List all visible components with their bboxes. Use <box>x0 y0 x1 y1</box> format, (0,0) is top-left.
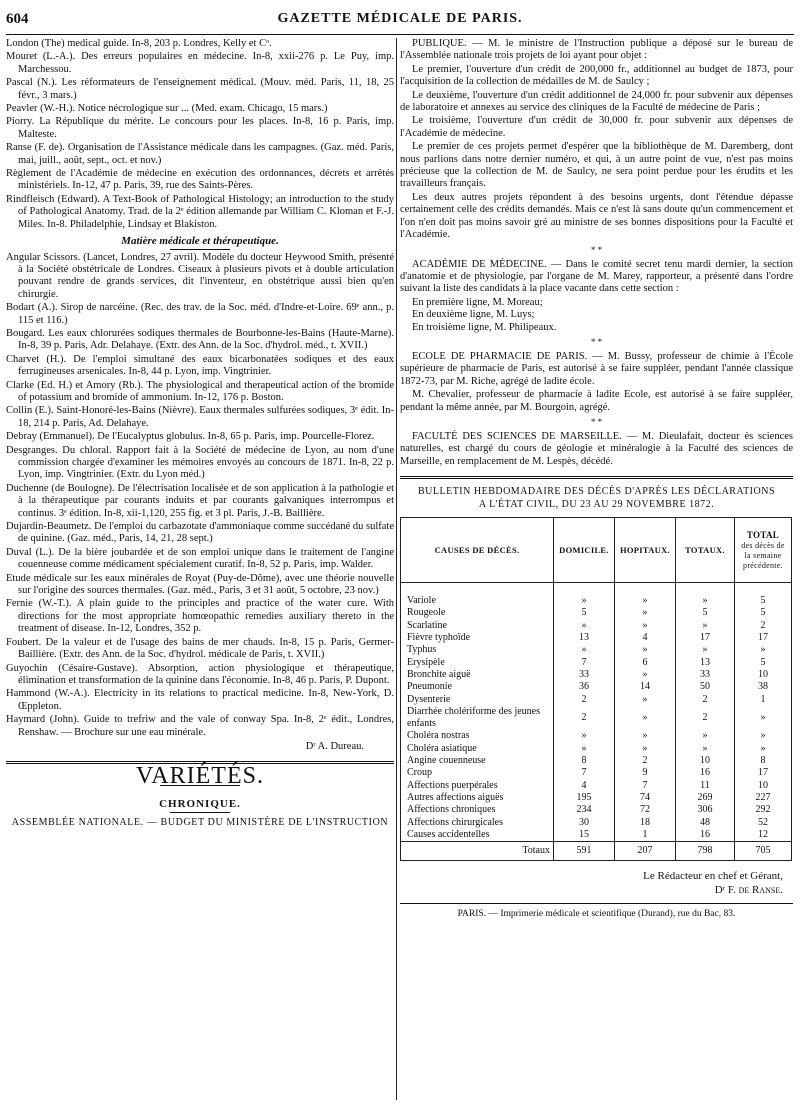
count-cell: 269 <box>676 792 735 804</box>
count-cell: 6 <box>615 657 676 669</box>
count-cell: » <box>554 620 615 632</box>
count-cell: 48 <box>676 817 735 829</box>
separator-stars: * * <box>590 336 603 347</box>
count-cell: 11 <box>676 780 735 792</box>
count-cell: » <box>735 743 792 755</box>
table-body <box>401 583 792 861</box>
cause-cell: Typhus <box>401 644 554 656</box>
count-cell: 4 <box>554 780 615 792</box>
footer-rule <box>400 903 793 904</box>
separator-stars: * * <box>590 244 603 255</box>
count-cell: » <box>615 607 676 619</box>
count-cell: » <box>735 706 792 731</box>
count-cell: 18 <box>615 817 676 829</box>
count-cell: 16 <box>676 767 735 779</box>
count-cell: » <box>554 583 615 608</box>
count-cell: » <box>615 669 676 681</box>
bibliography-entry: Ranse (F. de). Organisation de l'Assistance médicale dans les campagnes. (Gaz. méd. Paris, mai, juill., août, sept., oct. et nov.) <box>6 142 394 166</box>
assemblee-line: ASSEMBLÉE NATIONALE. — BUDGET DU MINISTÈRE DE L'INSTRUCTION <box>11 817 389 829</box>
column-header: CAUSES DE DÉCÈS. <box>401 518 554 583</box>
bibliography-entry: Dujardin-Beaumetz. De l'emploi du carbazotate d'ammoniaque comme succédané du sulfate de quinine. (Gaz. méd., Paris, 14, 21, 28 sept.) <box>6 521 394 545</box>
count-cell: 72 <box>615 804 676 816</box>
count-cell: 2 <box>554 706 615 731</box>
column-divider <box>396 38 397 1100</box>
count-cell: 15 <box>554 829 615 842</box>
cause-cell: Rougeole <box>401 607 554 619</box>
count-cell: 50 <box>676 681 735 693</box>
academie-text: ACADÉMIE DE MÉDECINE. — Dans le comité secret tenu mardi dernier, la section d'anatomie et de physiologie, par l'organe de M. Marey, rapporteur, a présenté dans l'ordre suivant la liste des candidats à la place vacante dans cette section : <box>400 258 793 295</box>
count-cell: 195 <box>554 792 615 804</box>
count-cell: 10 <box>735 780 792 792</box>
table-row <box>401 755 792 767</box>
cause-cell: Causes accidentelles <box>401 829 554 842</box>
count-cell: 7 <box>554 657 615 669</box>
table-row <box>401 792 792 804</box>
cause-cell: Affections chirurgicales <box>401 817 554 829</box>
table-row <box>401 780 792 792</box>
bibliography-entry: Peavler (W.-H.). Notice nécrologique sur ... (Med. exam. Chicago, 15 mars.) <box>6 103 328 115</box>
bibliography-entry: Duchenne (de Boulogne). De l'électrisation localisée et de son application à la pathologie et à la thérapeutique par courants induits et par courants galvaniques interrompus et continus. 3ᵉ édition. In-8, xii-1,120, 255 fig. et 3 pl. Paris, J.-B. Baillière. <box>6 482 394 519</box>
count-cell: 306 <box>676 804 735 816</box>
bibliography-entry: Collin (E.). Saint-Honoré-les-Bains (Nièvre). Eaux thermales sulfurées sodiques, 3ᵉ édit. In-18, 214 p. Paris, Ad. Delahaye. <box>6 405 394 429</box>
bibliography-entry: Hammond (W.-A.). Electricity in its relations to practical medicine. In-8, New-York, D. Œppleton. <box>6 688 394 712</box>
table-row <box>401 669 792 681</box>
count-cell: 17 <box>676 632 735 644</box>
cause-cell: Choléra nostras <box>401 730 554 742</box>
bibliography-entry: Guyochin (Césaire-Gustave). Absorption, action physiologique et thérapeutique, élimination et transformation de la quinine dans l'économie. In-8, 46 p. Paris, P. Dupont. <box>6 662 394 686</box>
bibliography-entry: Pascal (N.). Les réformateurs de l'enseignement médical. (Mouv. méd. Paris, 11, 18, 25 févr., 3 mars.) <box>6 77 394 101</box>
imprint-line: PARIS. — Imprimerie médicale et scientifique (Durand), rue du Bac, 83. <box>457 909 736 920</box>
count-cell: 36 <box>554 681 615 693</box>
article-paragraph: M. Chevalier, professeur de pharmacie à ladite Ecole, est autorisé à se faire suppléer, pendant la même année, par M. Bourgoin, agrégé. <box>400 389 793 413</box>
table-row <box>401 644 792 656</box>
double-rule <box>400 476 793 479</box>
article-paragraph: ECOLE DE PHARMACIE DE PARIS. — M. Bussy, professeur de chimie à l'École supérieure de pharmacie de Paris, est autorisé à se faire suppléer, pendant l'année classique 1872-73, par M. Riche, agrégé de ladite école. <box>400 350 793 387</box>
count-cell: » <box>615 743 676 755</box>
count-cell: 5 <box>735 657 792 669</box>
bibliography-entry: Bodart (A.). Sirop de narcéine. (Rec. des trav. de la Soc. méd. d'Indre-et-Loire. 69ᵉ ann., p. 115 et 116.) <box>6 302 394 326</box>
table-header-row <box>401 518 792 583</box>
count-cell: » <box>735 730 792 742</box>
count-cell: 227 <box>735 792 792 804</box>
page-header <box>6 4 794 35</box>
bibliography-entry: Angular Scissors. (Lancet, Londres, 27 avril). Modèle du docteur Heywood Smith, présenté à la Société obstétricale de Londres. Ciseaux à plusieurs pivots et à double articulation pouvant rendre de grands services, dit l'inventeur, en obstétrique aussi bien qu'en chirurgie. <box>6 251 394 300</box>
cause-cell: Croup <box>401 767 554 779</box>
count-cell: 33 <box>676 669 735 681</box>
editor-title: Le Rédacteur en chef et Gérant, <box>643 870 783 883</box>
pharmacie-article <box>400 351 793 414</box>
cause-cell: Fièvre typhoïde <box>401 632 554 644</box>
count-cell: 30 <box>554 817 615 829</box>
total-cell: 798 <box>676 842 735 861</box>
count-cell: 5 <box>735 607 792 619</box>
count-cell: » <box>676 743 735 755</box>
count-cell: » <box>676 620 735 632</box>
count-cell: » <box>615 706 676 731</box>
count-cell: 10 <box>676 755 735 767</box>
total-cell: 591 <box>554 842 615 861</box>
cause-cell: Dysenterie <box>401 694 554 706</box>
bibliography-entry: Piorry. La République du mérite. Le concours pour les places. In-8, 16 p. Paris, imp. Malteste. <box>6 116 394 140</box>
bibliography-entry: Charvet (H.). De l'emploi simultané des eaux bicarbonatées sodiques et des eaux ferrugineuses arsenicales. In-8, 44 p. Lyon, imp. Vingtrinier. <box>6 353 394 378</box>
count-cell: 292 <box>735 804 792 816</box>
table-row <box>401 767 792 779</box>
count-cell: 16 <box>676 829 735 842</box>
table-row <box>401 632 792 644</box>
deaths-table <box>400 517 792 861</box>
cause-cell: Affections chroniques <box>401 804 554 816</box>
article-paragraph: PUBLIQUE. — M. le ministre de l'Instruction publique a déposé sur le bureau de l'Assemblée nationale trois projets de loi ayant pour objet : <box>400 38 793 62</box>
journal-title: GAZETTE MÉDICALE DE PARIS. <box>277 11 523 26</box>
bulletin-title-line: A L'ÉTAT CIVIL, DU 23 AU 29 NOVEMBRE 1872. <box>478 499 715 511</box>
article-paragraph: Le premier de ces projets permet d'espérer que la bibliothèque de M. Daremberg, dont nous parlions dans notre dernier numéro, et qui, à un autre point de vue, n'est pas moins précieuse que la collection de M. de Saulcy, ne sera point perdue pour les érudits et les travailleurs français. <box>400 141 793 190</box>
column-header: HOPITAUX. <box>615 518 676 583</box>
count-cell: 4 <box>615 632 676 644</box>
column-header: TOTAUX. <box>676 518 735 583</box>
chronique-heading: CHRONIQUE. <box>159 797 241 810</box>
count-cell: 14 <box>615 681 676 693</box>
count-cell: 1 <box>735 694 792 706</box>
count-cell: » <box>735 644 792 656</box>
count-cell: 9 <box>615 767 676 779</box>
right-column <box>400 38 793 921</box>
cause-cell: Angine couenneuse <box>401 755 554 767</box>
table-row <box>401 804 792 816</box>
cause-cell: Affections puerpérales <box>401 780 554 792</box>
bulletin-title <box>400 485 793 511</box>
cause-cell: Bronchite aiguë <box>401 669 554 681</box>
left-column <box>6 38 394 830</box>
count-cell: 13 <box>676 657 735 669</box>
table-row <box>401 607 792 619</box>
cause-cell: Variole <box>401 583 554 608</box>
count-cell: 52 <box>735 817 792 829</box>
count-cell: 1 <box>615 829 676 842</box>
editor-name: Dʳ F. de Ranse. <box>714 884 783 897</box>
table-row <box>401 829 792 842</box>
section-heading: Matière médicale et thérapeutique. <box>6 235 394 249</box>
count-cell: 8 <box>554 755 615 767</box>
total-header-rest: des décès de la semaine précédente. <box>741 540 785 570</box>
count-cell: » <box>554 743 615 755</box>
article-paragraph: Le deuxième, l'ouverture d'un crédit additionnel de 24,000 fr. pour subvenir aux dépenses de laboratoire et annexes au service des cliniques de la Faculté de médecine de Paris ; <box>400 89 793 114</box>
count-cell: 5 <box>554 607 615 619</box>
count-cell: » <box>615 583 676 608</box>
page-number: 604 <box>6 10 29 27</box>
count-cell: 7 <box>615 780 676 792</box>
candidate-line: En troisième ligne, M. Philipeaux. <box>412 321 557 333</box>
count-cell: 2 <box>676 706 735 731</box>
budget-article <box>400 38 793 242</box>
count-cell: » <box>554 644 615 656</box>
bibliography-entry: Duval (L.). De la bière joubardée et de son emploi unique dans le traitement de l'angine couenneuse comme médicament spécialement curatif. In-8, 52 p. Paris, imp. Walder. <box>6 546 394 571</box>
bibliography-entry: Etude médicale sur les eaux minérales de Royat (Puy-de-Dôme), avec une théorie nouvelle sur l'origine des sources thermales. (Gaz. méd., Paris, 3 et 31 août, 5 octobre, 23 nov.) <box>6 572 394 597</box>
count-cell: 7 <box>554 767 615 779</box>
table-row <box>401 657 792 669</box>
totals-label: Totaux <box>401 842 554 861</box>
count-cell: 17 <box>735 632 792 644</box>
table-row <box>401 730 792 742</box>
cause-cell: Autres affections aiguës <box>401 792 554 804</box>
candidate-line: En première ligne, M. Moreau; <box>412 296 543 308</box>
bibliography-entry: Bougard. Les eaux chlorurées sodiques thermales de Bourbonne-les-Bains (Haute-Marne). In-8, 39 p. Paris, Adr. Delahaye. (Extr. des Ann. de la Soc. d'hydrol. méd., t. XVII.) <box>6 327 394 352</box>
count-cell: 5 <box>735 583 792 608</box>
count-cell: 10 <box>735 669 792 681</box>
cause-cell: Pneumonie <box>401 681 554 693</box>
table-row <box>401 706 792 731</box>
bibliography-entry: London (The) medical guide. In-8, 203 p. Londres, Kelly et Cᵒ. <box>6 38 272 49</box>
bibliography-entry: Foubert. De la valeur et de l'usage des bains de mer chauds. In-8, 15 p. Paris, Germer-Baillière. (Extr. des Ann. de la Soc. d'hydrol. médicale de Paris, t. XVII.) <box>6 636 394 661</box>
count-cell: » <box>615 644 676 656</box>
table-row <box>401 681 792 693</box>
bibliography-entry: Clarke (Ed. H.) et Amory (Rb.). The physiological and therapeutical action of the bromide of potassium and bromide of ammonium. In-12, 176 p. Boston. <box>6 379 394 403</box>
table-row <box>401 583 792 608</box>
count-cell: 74 <box>615 792 676 804</box>
count-cell: 17 <box>735 767 792 779</box>
table-row <box>401 743 792 755</box>
bibliography-entry: Rindfleisch (Edward). A Text-Book of Pathological Histology; an introduction to the study of Pathological Anatomy. Trad. de la 2ᵉ édition allemande par William C. Kloman et F.-J. Miles. In-8. Philadelphie, Lindsay et Blakiston. <box>6 193 394 230</box>
table-row <box>401 620 792 632</box>
varietes-heading: VARIÉTÉS. <box>136 763 264 790</box>
count-cell: » <box>676 583 735 608</box>
article-paragraph: Les deux autres projets répondent à des besoins urgents, dont l'étendue dépasse certainement celle des crédits demandés. Mais ce n'est là sans doute qu'un commencement et l'on n'en doit pas moins savoir gré au ministre de ses bonnes dispositions pour la Faculté et l'Académie. <box>400 191 793 241</box>
bibliography-list-1 <box>6 38 394 231</box>
heading-rule <box>170 812 230 813</box>
count-cell: 8 <box>735 755 792 767</box>
count-cell: 2 <box>735 620 792 632</box>
count-cell: 38 <box>735 681 792 693</box>
count-cell: » <box>554 730 615 742</box>
bibliography-entry: Haymard (John). Guide to trefriw and the vale of conway Spa. In-8, 2ᵉ édit., Londres, Renshaw. — Brochure sur une eau minérale. <box>6 714 394 738</box>
table-row <box>401 694 792 706</box>
count-cell: 5 <box>676 607 735 619</box>
column-header <box>735 518 792 583</box>
bibliography-entry: Fernie (W.-T.). A plain guide to the principles and practice of the water cure. With directions for the most appropriate homœopathic remedies auxiliary thereto in the treatment of disease. In-12, Londres, 352 p. <box>6 598 394 635</box>
count-cell: 2 <box>676 694 735 706</box>
bulletin-title-line: BULLETIN HEBDOMADAIRE DES DÉCÈS D'APRÈS LES DÉCLARATIONS <box>417 486 776 498</box>
bibliography-entry: Mouret (L.-A.). Des erreurs populaires en médecine. In-8, xxii-276 p. Le Puy, imp. Marchessou. <box>6 51 394 75</box>
count-cell: » <box>676 644 735 656</box>
count-cell: 12 <box>735 829 792 842</box>
total-header-top: TOTAL <box>746 529 780 540</box>
totals-row <box>401 842 792 861</box>
total-cell: 207 <box>615 842 676 861</box>
column-header: DOMICILE. <box>554 518 615 583</box>
count-cell: » <box>615 620 676 632</box>
count-cell: » <box>676 730 735 742</box>
candidate-list <box>400 297 793 334</box>
count-cell: 13 <box>554 632 615 644</box>
editor-signature <box>400 869 793 897</box>
count-cell: 2 <box>554 694 615 706</box>
count-cell: 2 <box>615 755 676 767</box>
cause-cell: Scarlatine <box>401 620 554 632</box>
bibliography-entry: Desgranges. Du chloral. Rapport fait à la Société de médecine de Lyon, au nom d'une commission chargée d'examiner les mémoires envoyés au concours de 1871. In-8, 22 p. Lyon, imp. Vingtrinier. (Extr. du Lyon méd.) <box>6 444 394 481</box>
count-cell: » <box>615 694 676 706</box>
total-cell: 705 <box>735 842 792 861</box>
count-cell: » <box>615 730 676 742</box>
cause-cell: Diarrhée cholériforme des jeunes enfants <box>401 706 554 731</box>
bibliography-entry: Règlement de l'Académie de médecine en exécution des ordonnances, décrets et arrêtés ministériels. In-12, 47 p. Paris, 39, rue des Saints-Pères. <box>6 168 394 192</box>
author-signature: Dʳ A. Dureau. <box>305 740 364 752</box>
bibliography-entry: Debray (Emmanuel). De l'Eucalyptus globulus. In-8, 65 p. Paris, imp. Pourcelle-Florez. <box>6 431 375 443</box>
count-cell: 33 <box>554 669 615 681</box>
count-cell: 234 <box>554 804 615 816</box>
academie-article <box>400 259 793 334</box>
table-row <box>401 817 792 829</box>
article-paragraph: Le premier, l'ouverture d'un crédit de 200,000 fr., additionnel au budget de 1873, pour l'acquisition de la collection de médailles de M. de Saulcy ; <box>400 63 793 88</box>
cause-cell: Erysipèle <box>401 657 554 669</box>
article-paragraph: Le troisième, l'ouverture d'un crédit de 30,000 fr. pour subvenir aux dépenses de l'Académie de médecine. <box>400 115 793 139</box>
separator-stars: * * <box>590 416 603 427</box>
cause-cell: Choléra asiatique <box>401 743 554 755</box>
candidate-line: En deuxième ligne, M. Luys; <box>412 309 535 321</box>
marseille-article: FACULTÉ DES SCIENCES DE MARSEILLE. — M. Dieulafait, docteur ès sciences naturelles, est chargé du cours de géologie et minéralogie à la Faculté des sciences de Marseille, en remplacement de M. Lespès, décédé. <box>400 430 793 467</box>
bibliography-list-2 <box>6 252 394 739</box>
